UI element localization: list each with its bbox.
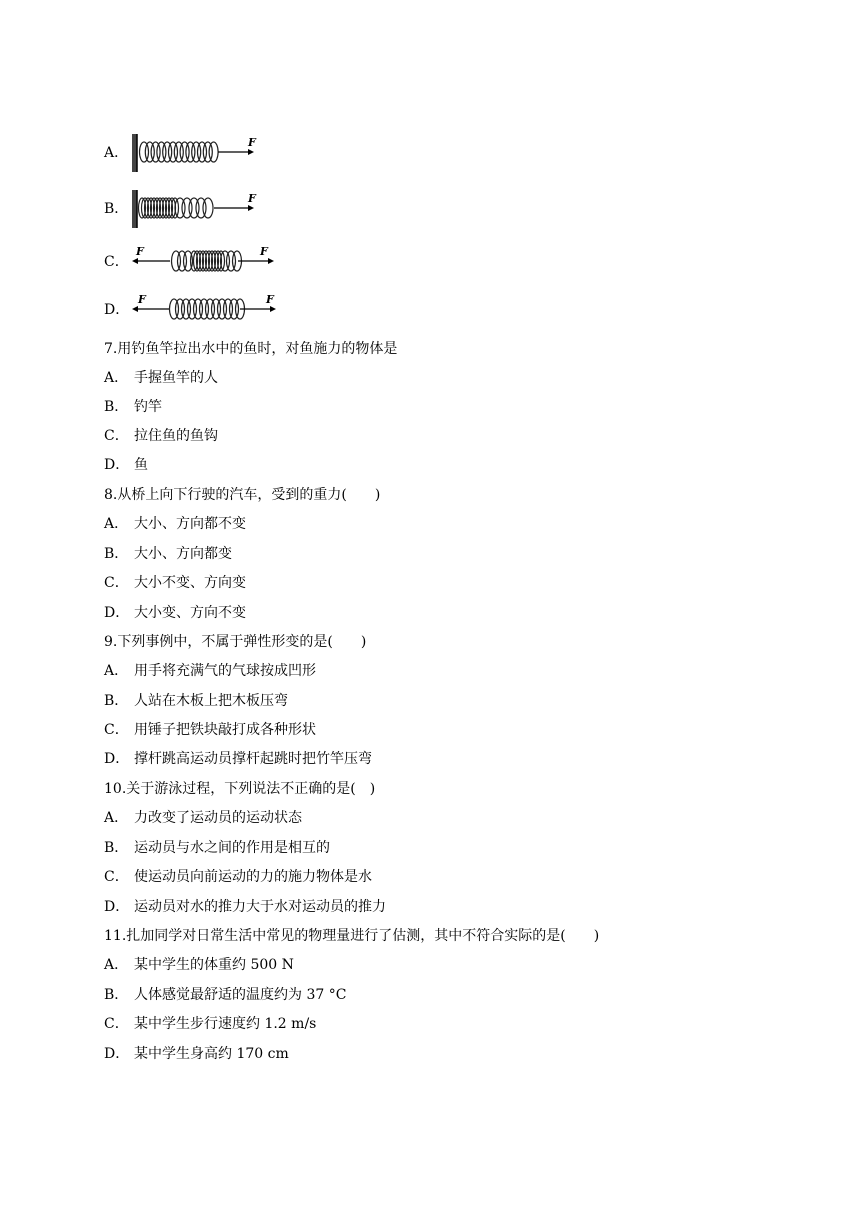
option-letter: D． xyxy=(104,751,130,767)
option-text: 拉住鱼的鱼钩 xyxy=(134,428,218,444)
q8-option-b[interactable] xyxy=(104,545,232,563)
option-letter: A． xyxy=(104,663,129,679)
option-text: 鱼 xyxy=(134,457,148,473)
q11-option-a[interactable] xyxy=(104,956,294,974)
option-letter: D． xyxy=(104,605,130,621)
q10-option-a[interactable] xyxy=(104,809,302,827)
q7-option-b[interactable] xyxy=(104,398,162,416)
force-label-left: F xyxy=(138,293,146,306)
option-text: 力改变了运动员的运动状态 xyxy=(134,810,302,826)
spring-turn xyxy=(203,198,213,218)
option-text: 大小变、方向不变 xyxy=(134,605,246,621)
force-label-right: F xyxy=(266,293,274,306)
option-text: 使运动员向前运动的力的施力物体是水 xyxy=(134,869,372,885)
question-10-stem: 10.关于游泳过程，下列说法不正确的是( ) xyxy=(104,781,376,797)
option-letter: A． xyxy=(104,145,129,161)
option-letter: D． xyxy=(104,457,130,473)
force-label-right: F xyxy=(260,245,268,258)
q8-option-c[interactable] xyxy=(104,574,246,592)
option-letter: D． xyxy=(104,1046,130,1062)
spring-diagram-b xyxy=(130,188,270,228)
q7-option-a[interactable] xyxy=(104,369,218,387)
option-letter: A． xyxy=(104,516,129,532)
option-text: 某中学生身高约 170 cm xyxy=(134,1046,289,1062)
question-8-stem: 8.从桥上向下行驶的汽车，受到的重力( ) xyxy=(104,487,381,503)
question-7-stem: 7.用钓鱼竿拉出水中的鱼时，对鱼施力的物体是 xyxy=(104,341,398,357)
option-letter: B． xyxy=(104,399,129,415)
option-text: 人站在木板上把木板压弯 xyxy=(134,693,288,709)
option-letter: C． xyxy=(104,869,129,885)
option-letter: C． xyxy=(104,254,129,270)
option-letter: A． xyxy=(104,810,129,826)
option-text: 撑杆跳高运动员撑杆起跳时把竹竿压弯 xyxy=(134,751,372,767)
option-row-d[interactable] xyxy=(104,289,280,329)
option-text: 大小不变、方向变 xyxy=(134,575,246,591)
q8-option-d[interactable] xyxy=(104,604,246,622)
option-text: 某中学生的体重约 500 N xyxy=(134,957,294,973)
q9-option-c[interactable] xyxy=(104,721,316,739)
spring-coil xyxy=(139,198,214,218)
spring-coil xyxy=(172,251,242,271)
option-text: 大小、方向都不变 xyxy=(134,516,246,532)
spring-coil xyxy=(170,299,245,319)
option-text: 用锤子把铁块敲打成各种形状 xyxy=(134,722,316,738)
option-row-b[interactable] xyxy=(104,188,270,228)
question-11-stem: 11.扎加同学对日常生活中常见的物理量进行了估测，其中不符合实际的是( ) xyxy=(104,928,600,944)
option-letter: C． xyxy=(104,1016,129,1032)
option-letter: B． xyxy=(104,201,129,217)
q11-option-b[interactable] xyxy=(104,986,346,1004)
option-letter: A． xyxy=(104,370,129,386)
option-letter: A． xyxy=(104,957,129,973)
option-text: 某中学生步行速度约 1.2 m/s xyxy=(134,1016,317,1032)
force-label: F xyxy=(248,192,256,205)
force-label: F xyxy=(248,136,256,149)
option-letter: B． xyxy=(104,987,129,1003)
spring-diagram-c xyxy=(130,241,280,281)
option-letter: B． xyxy=(104,693,129,709)
option-letter: C． xyxy=(104,428,129,444)
option-letter: D． xyxy=(104,302,130,318)
option-row-c[interactable] xyxy=(104,241,280,281)
force-label-left: F xyxy=(136,245,144,258)
q9-option-a[interactable] xyxy=(104,662,316,680)
q10-option-b[interactable] xyxy=(104,839,330,857)
option-text: 运动员与水之间的作用是相互的 xyxy=(134,840,330,856)
q11-option-c[interactable] xyxy=(104,1015,316,1033)
question-9-stem: 9.下列事例中，不属于弹性形变的是( ) xyxy=(104,634,367,650)
option-letter: C． xyxy=(104,575,129,591)
spring-coil xyxy=(140,142,219,162)
q10-option-d[interactable] xyxy=(104,898,386,916)
spring-diagram-a xyxy=(130,132,270,172)
q7-option-c[interactable] xyxy=(104,427,218,445)
option-text: 运动员对水的推力大于水对运动员的推力 xyxy=(134,899,386,915)
q9-option-b[interactable] xyxy=(104,692,288,710)
option-text: 大小、方向都变 xyxy=(134,546,232,562)
option-row-a[interactable] xyxy=(104,132,270,172)
spring-diagram-d xyxy=(130,289,280,329)
option-letter: D． xyxy=(104,899,130,915)
q10-option-c[interactable] xyxy=(104,868,372,886)
option-letter: B． xyxy=(104,840,129,856)
q8-option-a[interactable] xyxy=(104,515,246,533)
option-letter: C． xyxy=(104,722,129,738)
option-text: 用手将充满气的气球按成凹形 xyxy=(134,663,316,679)
q9-option-d[interactable] xyxy=(104,750,372,768)
option-text: 手握鱼竿的人 xyxy=(134,370,218,386)
q7-option-d[interactable] xyxy=(104,456,148,474)
q11-option-d[interactable] xyxy=(104,1045,289,1063)
option-text: 钓竿 xyxy=(134,399,162,415)
spring-turn xyxy=(209,142,218,162)
option-text: 人体感觉最舒适的温度约为 37 °C xyxy=(134,987,347,1003)
option-letter: B． xyxy=(104,546,129,562)
